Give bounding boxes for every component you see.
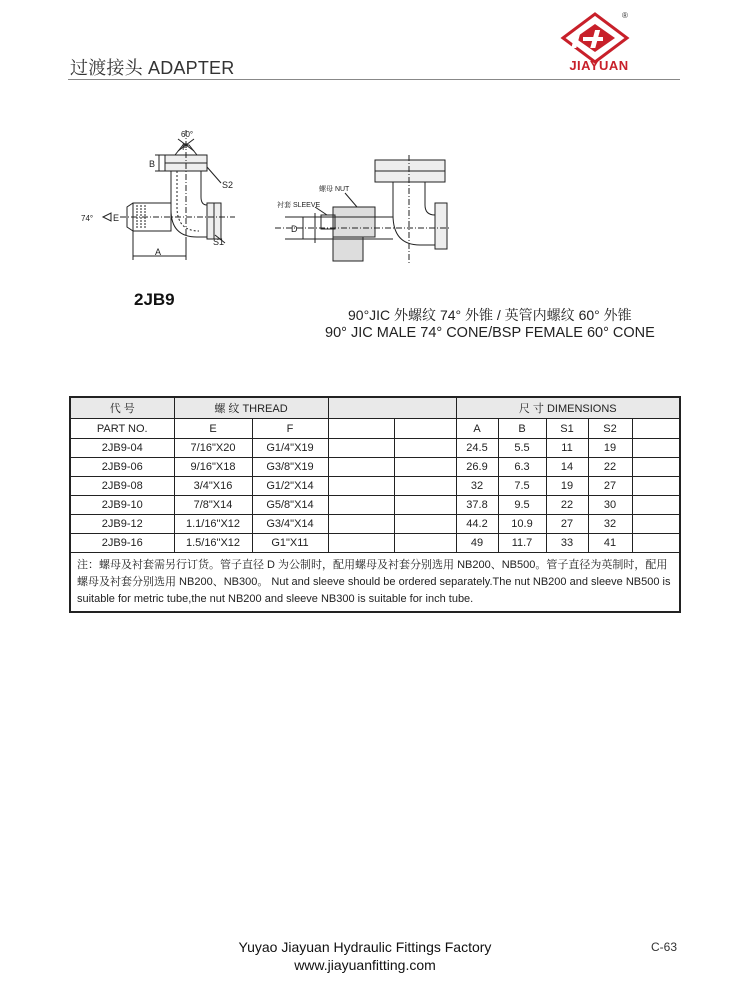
cell-a: 37.8 [456, 496, 498, 515]
cell-blank [328, 534, 394, 553]
cell-s1: 22 [546, 496, 588, 515]
cell-s2: 30 [588, 496, 632, 515]
cell-f: G3/4"X14 [252, 515, 328, 534]
cell-s1: 27 [546, 515, 588, 534]
cell-s2: 19 [588, 439, 632, 458]
column-s2: S2 [588, 419, 632, 439]
cell-a: 44.2 [456, 515, 498, 534]
cell-blank [632, 534, 680, 553]
cell-e: 9/16"X18 [174, 458, 252, 477]
footer-company: Yuyao Jiayuan Hydraulic Fittings Factory [238, 939, 492, 955]
dim-s1-label: S1 [213, 237, 225, 247]
table-note-row [70, 553, 680, 613]
cell-blank [632, 477, 680, 496]
brand-name: JIAYUAN [569, 58, 629, 73]
header-blank [328, 397, 456, 419]
cell-f: G3/8"X19 [252, 458, 328, 477]
cell-blank [328, 515, 394, 534]
column-f: F [252, 419, 328, 439]
cell-e: 7/16"X20 [174, 439, 252, 458]
product-description-cn: 90°JIC 外螺纹 74° 外锥 / 英管内螺纹 60° 外锥 [348, 307, 632, 323]
cell-s2: 27 [588, 477, 632, 496]
table-row [70, 439, 680, 458]
cell-e: 7/8"X14 [174, 496, 252, 515]
product-description-en: 90° JIC MALE 74° CONE/BSP FEMALE 60° CONE [325, 325, 655, 341]
dim-a-label: A [155, 247, 162, 257]
cell-blank [328, 439, 394, 458]
cell-e: 3/4"X16 [174, 477, 252, 496]
column-blank [328, 419, 394, 439]
cell-blank [394, 439, 456, 458]
cell-blank [394, 458, 456, 477]
cell-blank [328, 458, 394, 477]
sleeve-label: 衬套 SLEEVE [277, 202, 321, 209]
cell-blank [394, 477, 456, 496]
column-part-no: PART NO. [70, 419, 174, 439]
dim-b-label: B [149, 159, 156, 169]
cell-f: G1"X11 [252, 534, 328, 553]
cell-part-no: 2JB9-16 [70, 534, 174, 553]
angle-60-label: 60° [181, 130, 194, 139]
cell-part-no: 2JB9-08 [70, 477, 174, 496]
cell-f: G5/8"X14 [252, 496, 328, 515]
page-title: 过渡接头 ADAPTER [70, 58, 235, 78]
cell-s1: 14 [546, 458, 588, 477]
dim-f-label: F [182, 142, 188, 152]
table-column-row [70, 419, 680, 439]
dim-d-label: D [291, 224, 298, 234]
cell-blank [632, 496, 680, 515]
specification-table [69, 396, 681, 613]
footer-url: www.jiayuanfitting.com [294, 957, 436, 973]
header-dimensions: 尺 寸 DIMENSIONS [456, 397, 680, 419]
cell-s1: 11 [546, 439, 588, 458]
cell-part-no: 2JB9-10 [70, 496, 174, 515]
cell-part-no: 2JB9-04 [70, 439, 174, 458]
cell-f: G1/2"X14 [252, 477, 328, 496]
cell-part-no: 2JB9-12 [70, 515, 174, 534]
cell-s2: 41 [588, 534, 632, 553]
cell-e: 1.1/16"X12 [174, 515, 252, 534]
header-divider [68, 79, 680, 80]
cell-a: 24.5 [456, 439, 498, 458]
page-number: C-63 [651, 940, 678, 954]
nut-label: 螺母 NUT [319, 186, 350, 193]
cell-e: 1.5/16"X12 [174, 534, 252, 553]
cell-a: 26.9 [456, 458, 498, 477]
header-part-cn: 代 号 [70, 397, 174, 419]
angle-74-label: 74° [81, 214, 94, 223]
cell-b: 10.9 [498, 515, 546, 534]
cell-a: 32 [456, 477, 498, 496]
cell-b: 7.5 [498, 477, 546, 496]
cell-s1: 33 [546, 534, 588, 553]
product-code: 2JB9 [134, 290, 175, 309]
cell-s1: 19 [546, 477, 588, 496]
cell-blank [328, 477, 394, 496]
column-blank [394, 419, 456, 439]
cell-part-no: 2JB9-06 [70, 458, 174, 477]
column-s1: S1 [546, 419, 588, 439]
column-b: B [498, 419, 546, 439]
cell-s2: 32 [588, 515, 632, 534]
cell-blank [632, 439, 680, 458]
registered-mark: ® [622, 11, 628, 20]
cell-s2: 22 [588, 458, 632, 477]
cell-f: G1/4"X19 [252, 439, 328, 458]
table-row [70, 534, 680, 553]
cell-b: 6.3 [498, 458, 546, 477]
table-row [70, 477, 680, 496]
cell-blank [394, 496, 456, 515]
fitting-assembly-drawing [275, 155, 450, 270]
dim-s2-label: S2 [222, 180, 234, 190]
header-thread: 螺 纹 THREAD [174, 397, 328, 419]
table-note: 注：螺母及衬套需另行订货。管子直径 D 为公制时，配用螺母及衬套分别选用 NB200、NB500。管子直径为英制时，配用螺母及衬套分别选用 NB200、NB300。 Nut and sleeve should be ordered separately.The nut NB200 and sleeve NB500 is suitable for metric tube,the nut NB200 and sleeve NB300 is suitable for inch tube. [70, 553, 680, 613]
cell-b: 5.5 [498, 439, 546, 458]
fitting-dimension-drawing [75, 125, 250, 265]
cell-blank [328, 496, 394, 515]
cell-b: 9.5 [498, 496, 546, 515]
dim-e-label: E [113, 213, 120, 223]
cell-blank [394, 515, 456, 534]
cell-blank [632, 458, 680, 477]
cell-b: 11.7 [498, 534, 546, 553]
column-e: E [174, 419, 252, 439]
column-a: A [456, 419, 498, 439]
table-row [70, 458, 680, 477]
cell-blank [394, 534, 456, 553]
cell-blank [632, 515, 680, 534]
table-header-row [70, 397, 680, 419]
table-row [70, 496, 680, 515]
cell-a: 49 [456, 534, 498, 553]
table-row [70, 515, 680, 534]
column-blank [632, 419, 680, 439]
